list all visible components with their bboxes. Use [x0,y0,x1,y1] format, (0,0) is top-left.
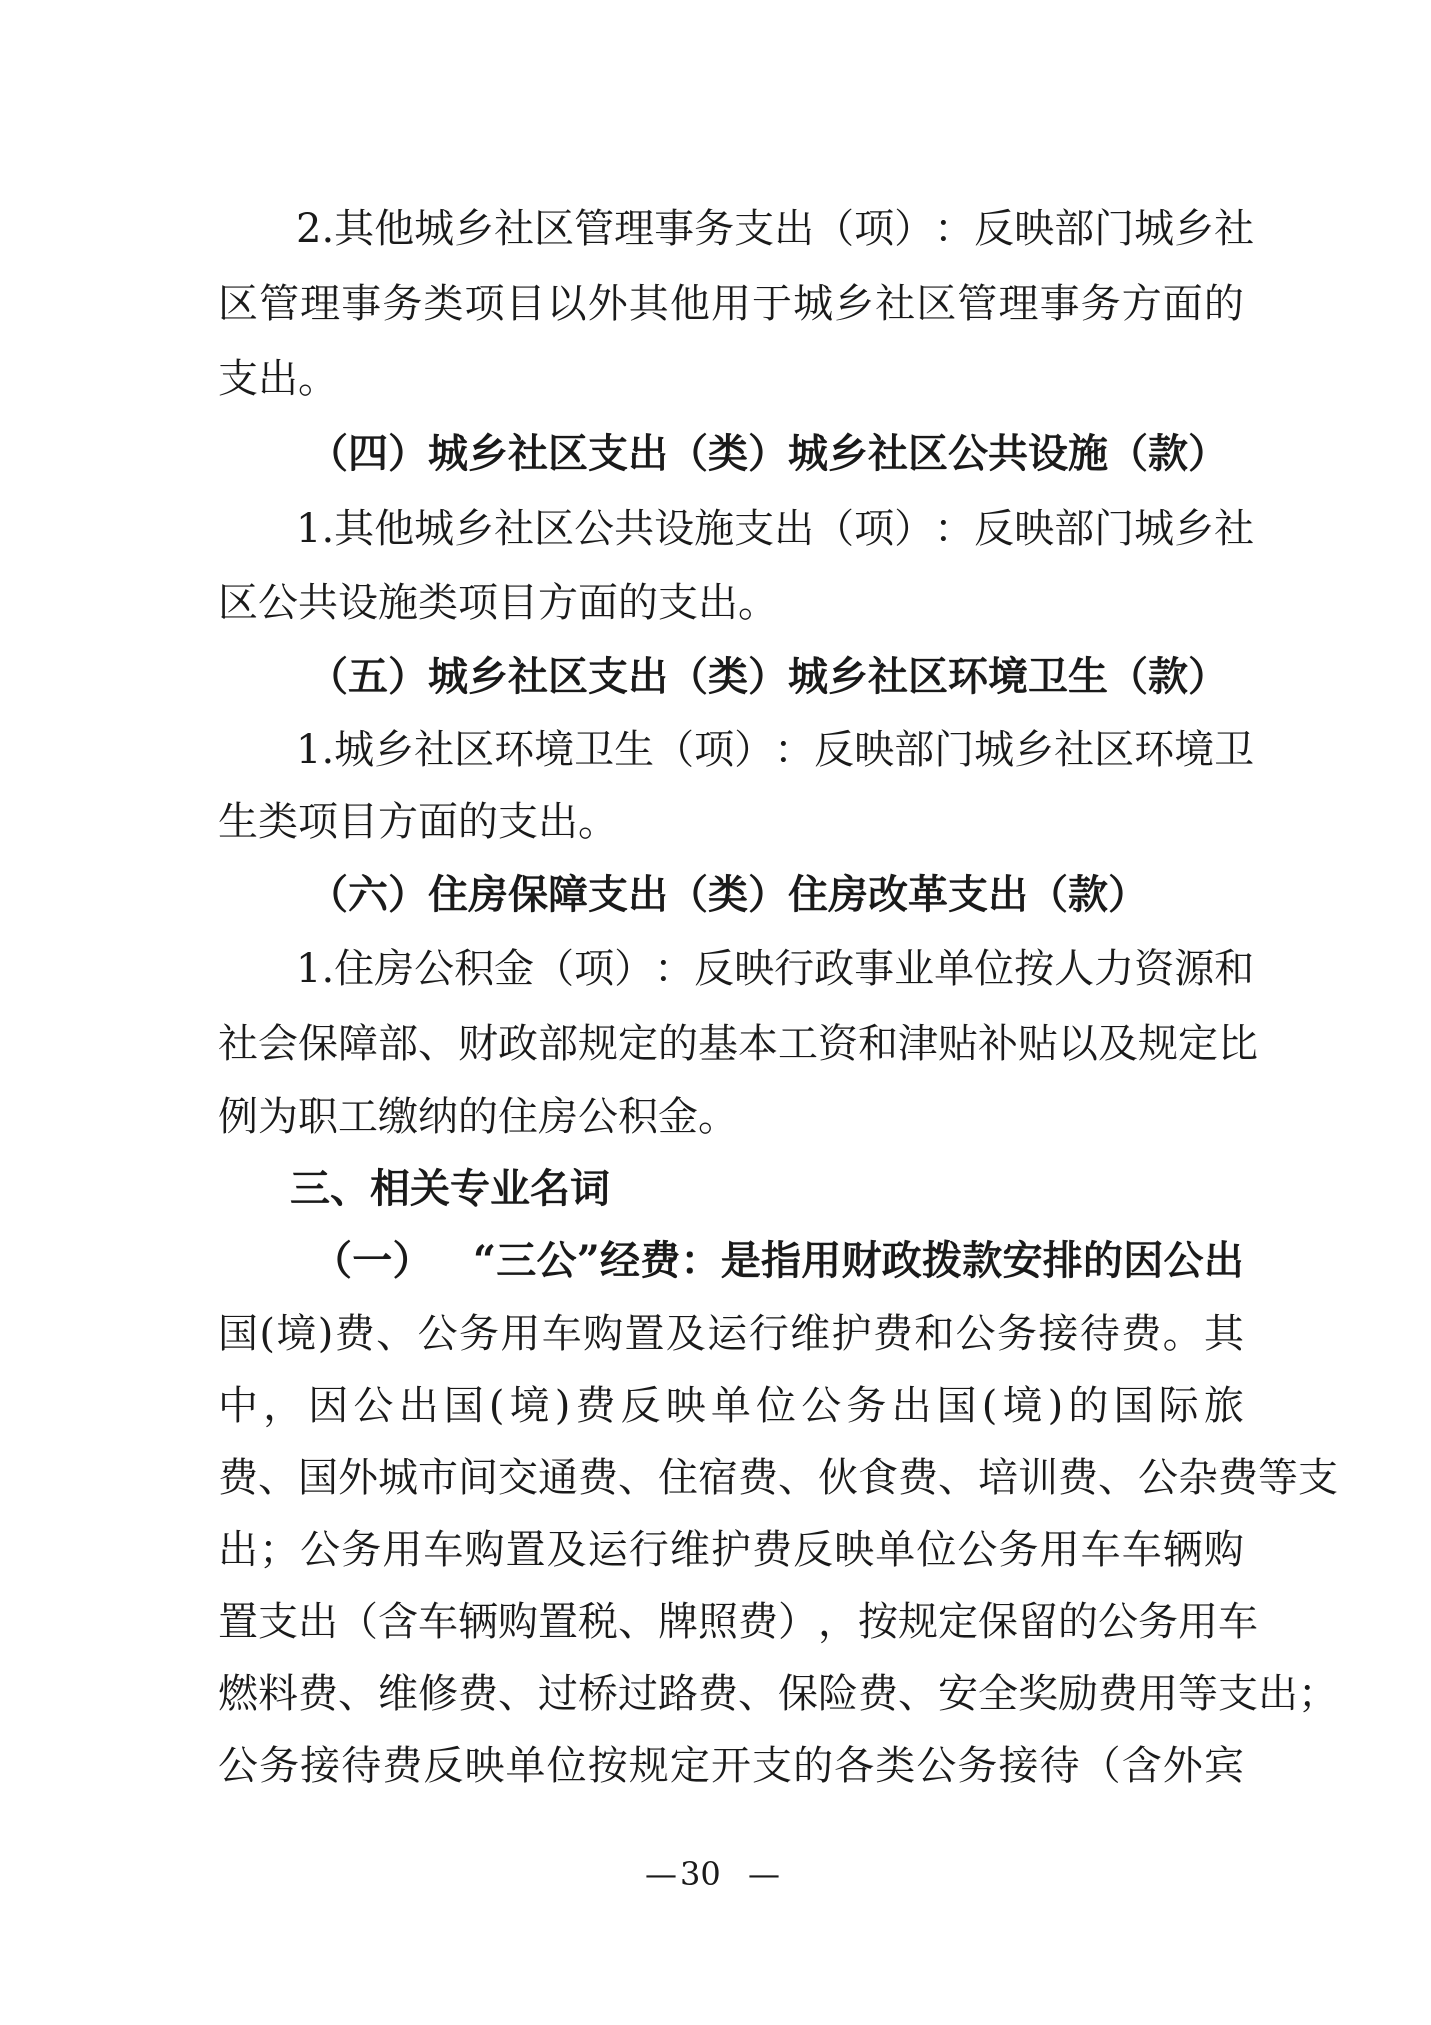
body-line-6: 区 公 共 设 施 类 项 目 方 面 的 支 出 。 [218,580,778,626]
body-line-5: 1 . 其 他 城 乡 社 区 公 共 设 施 支 出 （ 项 ） ： 反 映 部 门 城 乡 社 [296,506,1255,552]
body-line-8: 1 . 城 乡 社 区 环 境 卫 生 （ 项 ） ： 反 映 部 门 城 乡 社 区 环 境 卫 [296,727,1255,773]
body-line-9: 生 类 项 目 方 面 的 支 出 。 [218,799,618,845]
body-line-11: 1 . 住 房 公 积 金 （ 项 ） ： 反 映 行 政 事 业 单 位 按 人 力 资 源 和 [296,946,1255,992]
term-heading-1: （ 一 ） “ 三 公 ” 经 费 ： 是 指 用 财 政 拨 款 安 排 的 因 公 出 [312,1237,1244,1284]
section-heading-4: （ 四 ） 城 乡 社 区 支 出 （ 类 ） 城 乡 社 区 公 共 设 施 （ 款 ） [308,430,1228,477]
body-line-16: 国 ( 境 ) 费 、 公 务 用 车 购 置 及 运 行 维 护 费 和 公 务 接 待 费 。 其 [218,1311,1244,1357]
body-line-12: 社 会 保 障 部 、 财 政 部 规 定 的 基 本 工 资 和 津 贴 补 贴 以 及 规 定 比 [218,1021,1258,1067]
page-number: 30 [680,1855,721,1893]
section-heading-5: （ 五 ） 城 乡 社 区 支 出 （ 类 ） 城 乡 社 区 环 境 卫 生 （ 款 ） [308,653,1228,700]
page-footer [0,1852,1431,1896]
body-line-20: 置 支 出 （ 含 车 辆 购 置 税 、 牌 照 费 ） ， 按 规 定 保 留 的 公 务 用 车 [218,1599,1258,1645]
body-line-21: 燃 料 费 、 维 修 费 、 过 桥 过 路 费 、 保 险 费 、 安 全 奖 励 费 用 等 支 出 ； [218,1671,1338,1717]
footer-dash-right: — [748,1855,780,1893]
section-heading-6: （ 六 ） 住 房 保 障 支 出 （ 类 ） 住 房 改 革 支 出 （ 款 ） [308,871,1148,918]
body-line-1: 2 . 其 他 城 乡 社 区 管 理 事 务 支 出 （ 项 ） ： 反 映 部 门 城 乡 社 [296,206,1255,252]
body-line-22: 公 务 接 待 费 反 映 单 位 按 规 定 开 支 的 各 类 公 务 接 待 （ 含 外 宾 [218,1743,1244,1789]
footer-dash-left: — [645,1855,677,1893]
body-line-18: 费 、 国 外 城 市 间 交 通 费 、 住 宿 费 、 伙 食 费 、 培 训 费 、 公 杂 费 等 支 [218,1455,1338,1501]
chapter-heading-3: 三 、 相 关 专 业 名 词 [290,1165,610,1212]
body-line-2: 区 管 理 事 务 类 项 目 以 外 其 他 用 于 城 乡 社 区 管 理 事 务 方 面 的 [218,281,1244,327]
body-line-3: 支 出 。 [218,356,338,402]
body-line-17: 中 ， 因 公 出 国 ( 境 ) 费 反 映 单 位 公 务 出 国 ( 境 ) 的 国 际 旅 [218,1383,1244,1429]
body-line-19: 出 ； 公 务 用 车 购 置 及 运 行 维 护 费 反 映 单 位 公 务 用 车 车 辆 购 [218,1527,1244,1573]
body-line-13: 例 为 职 工 缴 纳 的 住 房 公 积 金 。 [218,1094,738,1140]
